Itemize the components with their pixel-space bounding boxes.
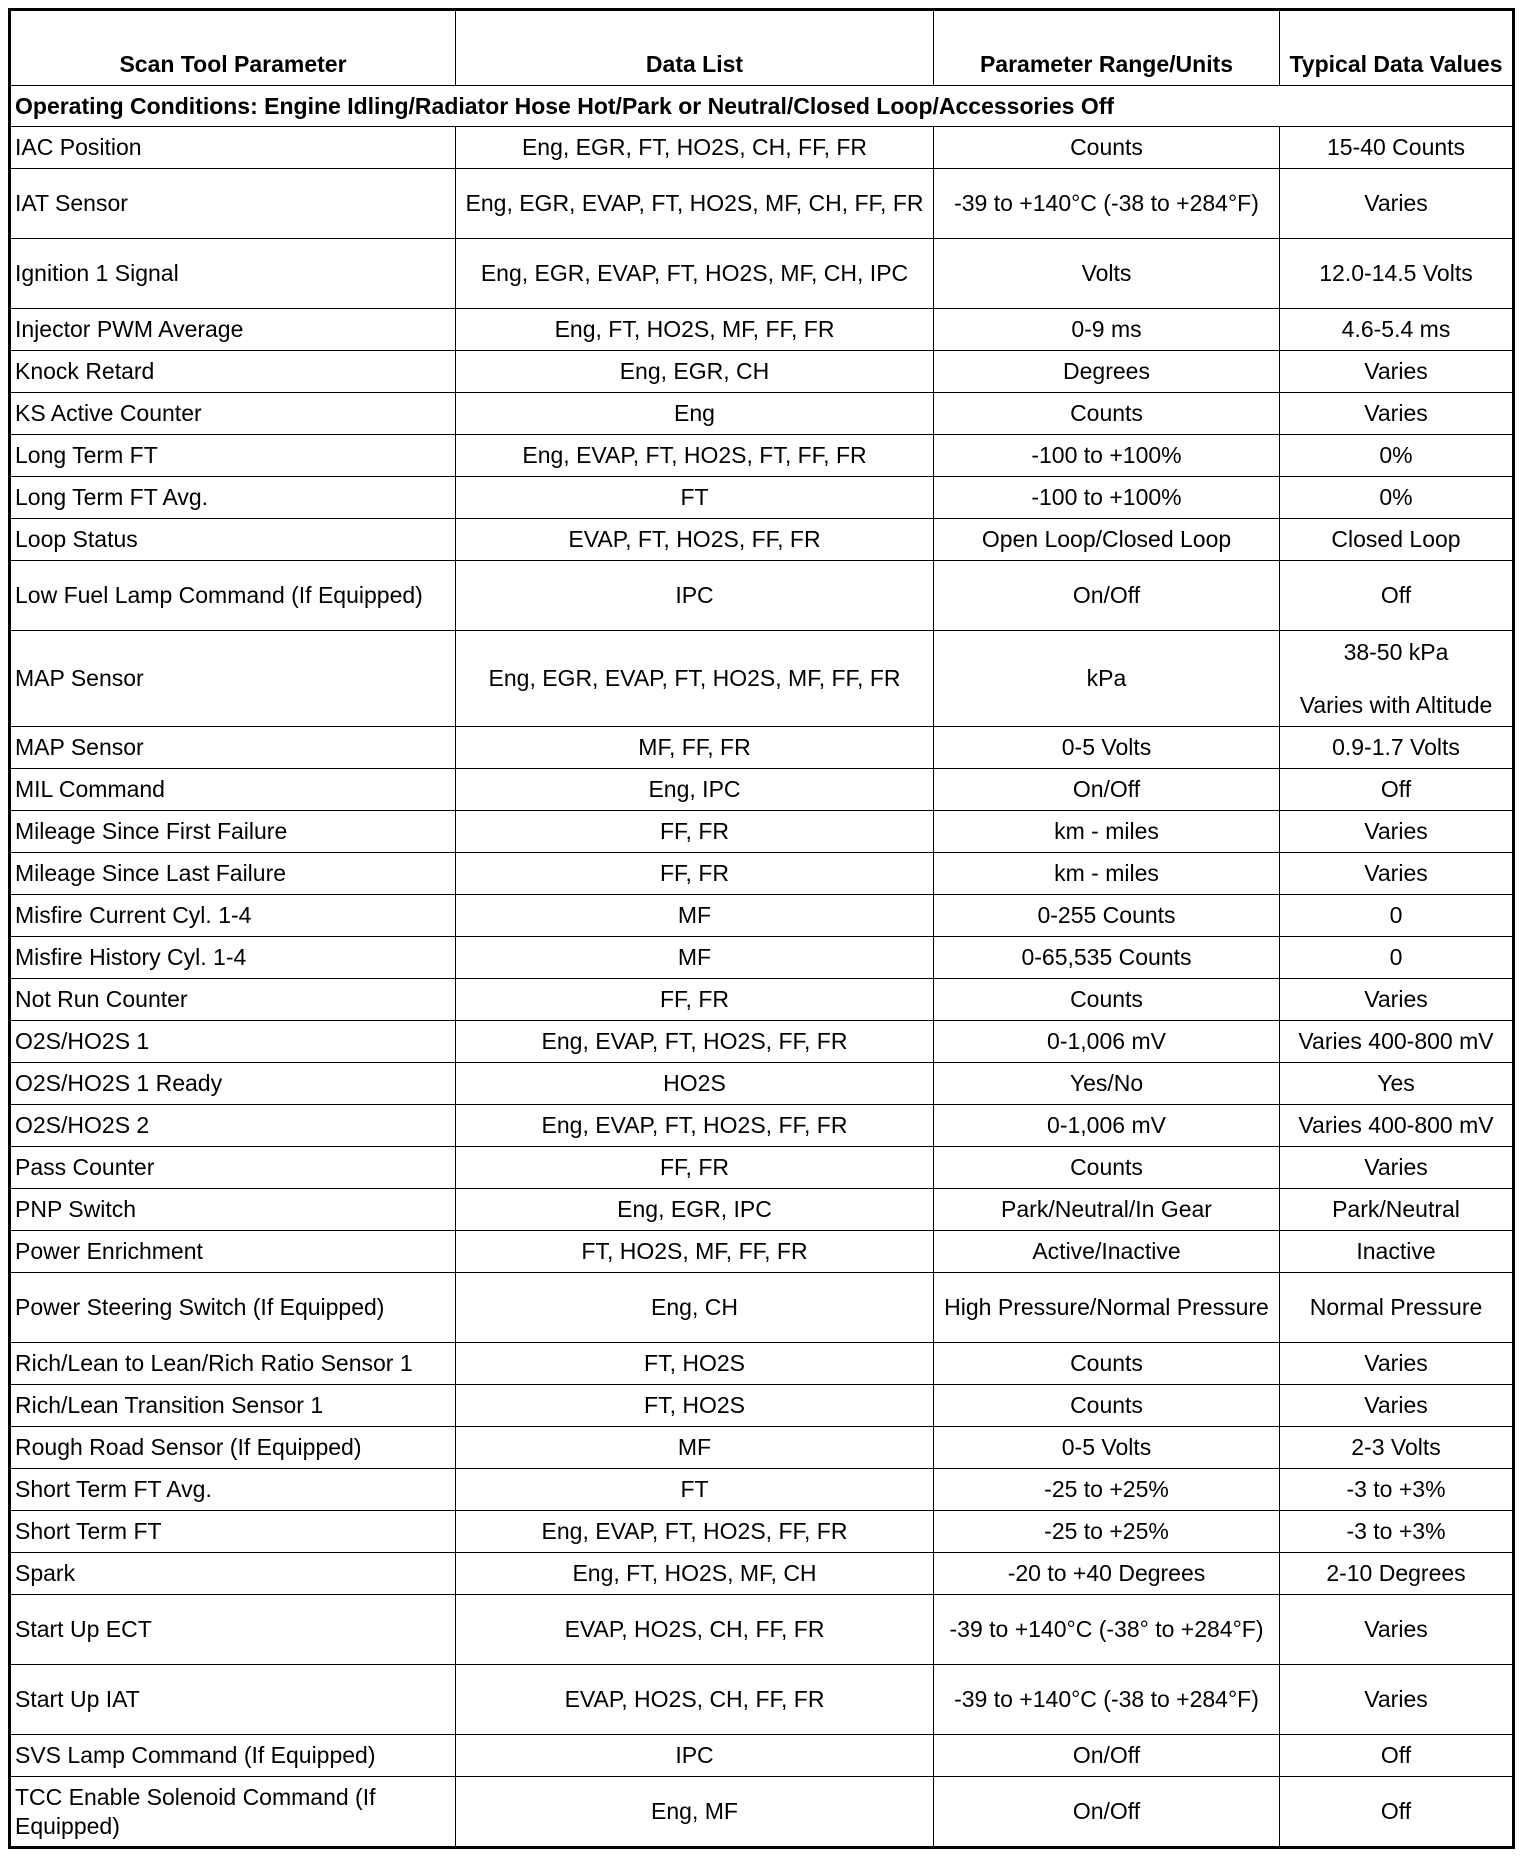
table-row [10,1147,1514,1189]
cell-data-list: Eng, EGR, EVAP, FT, HO2S, MF, CH, IPC [456,239,934,309]
cell-typical-data-values: Off [1280,561,1514,631]
cell-scan-tool-parameter: Injector PWM Average [10,309,456,351]
scan-tool-data-sheet [8,8,1512,1849]
cell-scan-tool-parameter: Mileage Since Last Failure [10,853,456,895]
cell-parameter-range-units: -39 to +140°C (-38° to +284°F) [934,1595,1280,1665]
cell-data-list: IPC [456,561,934,631]
cell-typical-data-values: Yes [1280,1063,1514,1105]
cell-data-list: FT, HO2S [456,1343,934,1385]
cell-typical-data-values: -3 to +3% [1280,1511,1514,1553]
cell-scan-tool-parameter: Knock Retard [10,351,456,393]
cell-typical-data-values: 0.9-1.7 Volts [1280,727,1514,769]
typical-value-line-2: Varies with Altitude [1299,691,1493,718]
cell-parameter-range-units: On/Off [934,769,1280,811]
typical-value-line-1: 38-50 kPa [1343,638,1449,665]
cell-typical-data-values: Normal Pressure [1280,1273,1514,1343]
table-row [10,1343,1514,1385]
cell-scan-tool-parameter: Loop Status [10,519,456,561]
cell-data-list: HO2S [456,1063,934,1105]
table-row [10,519,1514,561]
cell-scan-tool-parameter: Rich/Lean Transition Sensor 1 [10,1385,456,1427]
cell-data-list: EVAP, HO2S, CH, FF, FR [456,1595,934,1665]
cell-scan-tool-parameter: Rough Road Sensor (If Equipped) [10,1427,456,1469]
cell-parameter-range-units: -25 to +25% [934,1469,1280,1511]
cell-data-list: IPC [456,1735,934,1777]
cell-typical-data-values: Varies 400-800 mV [1280,1105,1514,1147]
cell-data-list: Eng, EGR, IPC [456,1189,934,1231]
table-row [10,769,1514,811]
cell-typical-data-values: 0 [1280,895,1514,937]
cell-data-list: MF [456,1427,934,1469]
cell-data-list: EVAP, FT, HO2S, FF, FR [456,519,934,561]
cell-scan-tool-parameter: Long Term FT [10,435,456,477]
table-row [10,1021,1514,1063]
cell-scan-tool-parameter: Short Term FT Avg. [10,1469,456,1511]
operating-conditions-row [10,86,1514,127]
cell-typical-data-values: 15-40 Counts [1280,127,1514,169]
table-row [10,1735,1514,1777]
cell-scan-tool-parameter: Pass Counter [10,1147,456,1189]
cell-data-list: FT, HO2S [456,1385,934,1427]
cell-scan-tool-parameter: Misfire Current Cyl. 1-4 [10,895,456,937]
cell-typical-data-values [1280,631,1514,727]
cell-typical-data-values: 0% [1280,435,1514,477]
cell-parameter-range-units: kPa [934,631,1280,727]
cell-parameter-range-units: Volts [934,239,1280,309]
cell-parameter-range-units: On/Off [934,1735,1280,1777]
table-row [10,631,1514,727]
cell-data-list: Eng, EVAP, FT, HO2S, FT, FF, FR [456,435,934,477]
cell-scan-tool-parameter: PNP Switch [10,1189,456,1231]
cell-typical-data-values: Varies [1280,1147,1514,1189]
cell-parameter-range-units: 0-9 ms [934,309,1280,351]
cell-data-list: FT, HO2S, MF, FF, FR [456,1231,934,1273]
table-row [10,1063,1514,1105]
table-row [10,1105,1514,1147]
cell-scan-tool-parameter: MIL Command [10,769,456,811]
cell-typical-data-values: Park/Neutral [1280,1189,1514,1231]
cell-data-list: Eng, IPC [456,769,934,811]
cell-parameter-range-units: Active/Inactive [934,1231,1280,1273]
cell-parameter-range-units: 0-1,006 mV [934,1105,1280,1147]
cell-data-list: FF, FR [456,979,934,1021]
cell-data-list: FT [456,1469,934,1511]
cell-typical-data-values: Off [1280,1777,1514,1848]
cell-parameter-range-units: High Pressure/Normal Pressure [934,1273,1280,1343]
table-row [10,937,1514,979]
cell-typical-data-values: Varies [1280,1385,1514,1427]
cell-typical-data-values: 4.6-5.4 ms [1280,309,1514,351]
cell-typical-data-values: Off [1280,769,1514,811]
cell-parameter-range-units: Open Loop/Closed Loop [934,519,1280,561]
cell-parameter-range-units: -100 to +100% [934,435,1280,477]
cell-typical-data-values: 2-3 Volts [1280,1427,1514,1469]
cell-scan-tool-parameter: MAP Sensor [10,631,456,727]
cell-scan-tool-parameter: Spark [10,1553,456,1595]
table-row [10,1665,1514,1735]
cell-parameter-range-units: Degrees [934,351,1280,393]
cell-typical-data-values: Varies [1280,853,1514,895]
cell-parameter-range-units: 0-1,006 mV [934,1021,1280,1063]
cell-parameter-range-units: km - miles [934,853,1280,895]
cell-data-list: Eng [456,393,934,435]
table-row [10,1427,1514,1469]
table-row [10,1231,1514,1273]
cell-scan-tool-parameter: Power Steering Switch (If Equipped) [10,1273,456,1343]
cell-data-list: Eng, EVAP, FT, HO2S, FF, FR [456,1105,934,1147]
cell-data-list: Eng, EVAP, FT, HO2S, FF, FR [456,1511,934,1553]
header-data-list: Data List [456,10,934,86]
cell-data-list: FF, FR [456,853,934,895]
cell-scan-tool-parameter: Start Up ECT [10,1595,456,1665]
cell-typical-data-values: 0 [1280,937,1514,979]
cell-typical-data-values: Varies [1280,393,1514,435]
cell-scan-tool-parameter: O2S/HO2S 1 Ready [10,1063,456,1105]
cell-scan-tool-parameter: TCC Enable Solenoid Command (If Equipped) [10,1777,456,1848]
scan-tool-data-table [8,8,1515,1849]
table-row [10,127,1514,169]
cell-scan-tool-parameter: O2S/HO2S 1 [10,1021,456,1063]
header-scan-tool-parameter: Scan Tool Parameter [10,10,456,86]
cell-parameter-range-units: On/Off [934,561,1280,631]
cell-data-list: Eng, EGR, FT, HO2S, CH, FF, FR [456,127,934,169]
cell-data-list: Eng, MF [456,1777,934,1848]
table-row [10,1595,1514,1665]
table-row [10,979,1514,1021]
cell-scan-tool-parameter: SVS Lamp Command (If Equipped) [10,1735,456,1777]
cell-data-list: FF, FR [456,811,934,853]
cell-data-list: MF [456,937,934,979]
cell-typical-data-values: 2-10 Degrees [1280,1553,1514,1595]
cell-parameter-range-units: -39 to +140°C (-38 to +284°F) [934,169,1280,239]
cell-data-list: Eng, EVAP, FT, HO2S, FF, FR [456,1021,934,1063]
table-row [10,561,1514,631]
cell-scan-tool-parameter: Long Term FT Avg. [10,477,456,519]
cell-parameter-range-units: 0-65,535 Counts [934,937,1280,979]
cell-typical-data-values: Varies [1280,811,1514,853]
table-row [10,1385,1514,1427]
cell-scan-tool-parameter: Start Up IAT [10,1665,456,1735]
cell-data-list: Eng, FT, HO2S, MF, CH [456,1553,934,1595]
header-typical-data-values: Typical Data Values [1280,10,1514,86]
cell-typical-data-values: Closed Loop [1280,519,1514,561]
table-row [10,169,1514,239]
table-row [10,811,1514,853]
cell-scan-tool-parameter: MAP Sensor [10,727,456,769]
cell-parameter-range-units: -39 to +140°C (-38 to +284°F) [934,1665,1280,1735]
cell-parameter-range-units: On/Off [934,1777,1280,1848]
table-row [10,895,1514,937]
cell-typical-data-values: Varies [1280,1595,1514,1665]
cell-data-list: MF, FF, FR [456,727,934,769]
cell-parameter-range-units: Counts [934,1147,1280,1189]
cell-scan-tool-parameter: Misfire History Cyl. 1-4 [10,937,456,979]
table-row [10,239,1514,309]
cell-parameter-range-units: Counts [934,1343,1280,1385]
cell-parameter-range-units: -20 to +40 Degrees [934,1553,1280,1595]
cell-data-list: Eng, FT, HO2S, MF, FF, FR [456,309,934,351]
cell-typical-data-values: Varies [1280,351,1514,393]
cell-parameter-range-units: 0-5 Volts [934,1427,1280,1469]
cell-scan-tool-parameter: KS Active Counter [10,393,456,435]
cell-data-list: Eng, EGR, EVAP, FT, HO2S, MF, FF, FR [456,631,934,727]
table-row [10,435,1514,477]
table-row [10,1511,1514,1553]
header-parameter-range-units: Parameter Range/Units [934,10,1280,86]
table-row [10,309,1514,351]
cell-data-list: Eng, EGR, CH [456,351,934,393]
cell-parameter-range-units: -100 to +100% [934,477,1280,519]
cell-data-list: EVAP, HO2S, CH, FF, FR [456,1665,934,1735]
cell-scan-tool-parameter: Low Fuel Lamp Command (If Equipped) [10,561,456,631]
cell-typical-data-values: -3 to +3% [1280,1469,1514,1511]
cell-scan-tool-parameter: Short Term FT [10,1511,456,1553]
cell-scan-tool-parameter: IAC Position [10,127,456,169]
cell-scan-tool-parameter: O2S/HO2S 2 [10,1105,456,1147]
cell-data-list: Eng, CH [456,1273,934,1343]
cell-scan-tool-parameter: Mileage Since First Failure [10,811,456,853]
cell-parameter-range-units: Counts [934,1385,1280,1427]
table-row [10,477,1514,519]
cell-parameter-range-units: -25 to +25% [934,1511,1280,1553]
operating-conditions: Operating Conditions: Engine Idling/Radiator Hose Hot/Park or Neutral/Closed Loop/Accessories Off [10,86,1514,127]
table-row [10,1777,1514,1848]
cell-scan-tool-parameter: Power Enrichment [10,1231,456,1273]
cell-data-list: MF [456,895,934,937]
cell-typical-data-values: 12.0-14.5 Volts [1280,239,1514,309]
cell-scan-tool-parameter: Not Run Counter [10,979,456,1021]
cell-parameter-range-units: Yes/No [934,1063,1280,1105]
cell-typical-data-values: Varies [1280,169,1514,239]
table-row [10,351,1514,393]
table-row [10,1553,1514,1595]
cell-data-list: FT [456,477,934,519]
cell-scan-tool-parameter: IAT Sensor [10,169,456,239]
cell-parameter-range-units: Park/Neutral/In Gear [934,1189,1280,1231]
cell-scan-tool-parameter: Ignition 1 Signal [10,239,456,309]
cell-typical-data-values: Varies [1280,979,1514,1021]
table-row [10,1469,1514,1511]
cell-data-list: FF, FR [456,1147,934,1189]
cell-typical-data-values: Varies [1280,1343,1514,1385]
table-row [10,1189,1514,1231]
header-row [10,10,1514,86]
cell-parameter-range-units: 0-255 Counts [934,895,1280,937]
cell-data-list: Eng, EGR, EVAP, FT, HO2S, MF, CH, FF, FR [456,169,934,239]
table-row [10,727,1514,769]
cell-parameter-range-units: Counts [934,127,1280,169]
cell-parameter-range-units: Counts [934,393,1280,435]
cell-parameter-range-units: Counts [934,979,1280,1021]
table-row [10,1273,1514,1343]
cell-parameter-range-units: km - miles [934,811,1280,853]
table-row [10,853,1514,895]
cell-typical-data-values: Inactive [1280,1231,1514,1273]
table-row [10,393,1514,435]
cell-typical-data-values: Varies [1280,1665,1514,1735]
cell-typical-data-values: 0% [1280,477,1514,519]
cell-typical-data-values: Varies 400-800 mV [1280,1021,1514,1063]
cell-typical-data-values: Off [1280,1735,1514,1777]
cell-scan-tool-parameter: Rich/Lean to Lean/Rich Ratio Sensor 1 [10,1343,456,1385]
cell-parameter-range-units: 0-5 Volts [934,727,1280,769]
